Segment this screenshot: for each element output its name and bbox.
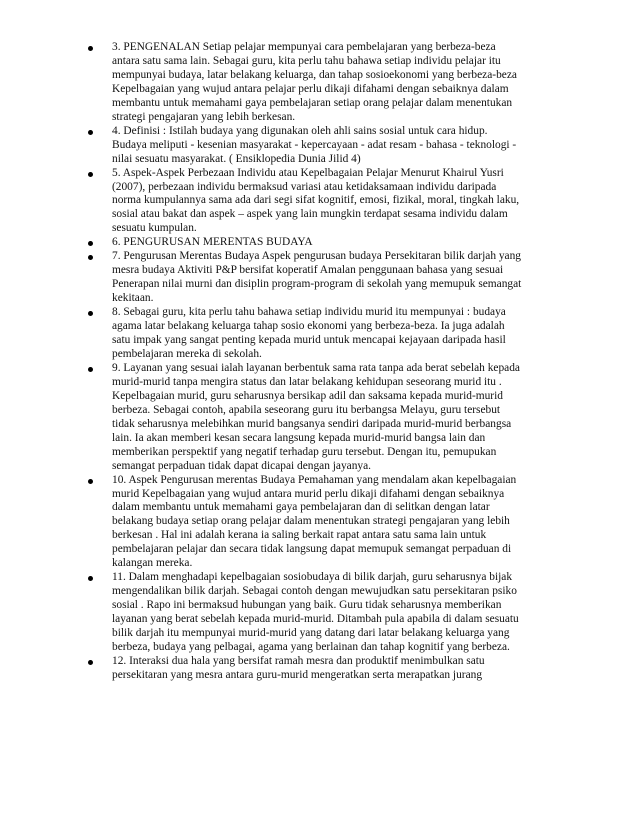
list-item-10 <box>82 474 566 572</box>
text-line: 8. Sebagai guru, kita perlu tahu bahawa setiap individu murid itu mempunyai : budaya <box>112 306 506 319</box>
list-item-9 <box>82 362 566 474</box>
text-line: 7. Pengurusan Merentas Budaya Aspek pengurusan budaya Persekitaran bilik darjah yang <box>112 250 522 263</box>
text-line: 10. Aspek Pengurusan merentas Budaya Pemahaman yang mendalam akan kepelbagaian <box>112 473 517 486</box>
text-line: 4. Definisi : Istilah budaya yang digunakan oleh ahli sains sosial untuk cara hidup. <box>112 124 488 137</box>
text-line: dalam membantu untuk memahami gaya pembelajaran dan di selitkan dengan latar <box>112 501 490 514</box>
text-line: lain. Ia akan memberi kesan secara langsung kepada murid-murid bangsa lain dan <box>112 431 486 444</box>
text-line: 6. PENGURUSAN MERENTAS BUDAYA <box>112 236 313 249</box>
text-line: persekitaran yang mesra antara guru-murid mengeratkan serta merapatkan jurang <box>112 668 483 681</box>
list-item-4 <box>82 125 566 167</box>
list-item-8 <box>82 306 566 362</box>
bullet-icon <box>88 660 93 665</box>
text-line: sosial atau bakat dan aspek – aspek yang lain mungkin terdapat sesama individu dalam <box>112 208 508 221</box>
list-item-7 <box>82 250 566 306</box>
list-item-3 <box>82 41 566 125</box>
bullet-icon <box>88 311 93 316</box>
text-line: sosial . Rapo ini bermaksud hubungan yang baik. Guru tidak seharusnya memberikan <box>112 599 502 612</box>
text-line: Budaya meliputi - kesenian masyarakat - kepercayaan - adat resam - bahasa - teknologi - <box>112 138 517 151</box>
text-line: nilai sesuatu masyarakat. ( Ensiklopedia Dunia Jilid 4) <box>112 152 361 165</box>
text-line: Kepelbagaian yang wujud antara pelajar perlu dikaji difahami dengan sebaiknya dalam <box>112 82 509 95</box>
text-line: 9. Layanan yang sesuai ialah layanan berbentuk sama rata tanpa ada berat sebelah kepada <box>112 361 520 374</box>
bullet-icon <box>88 255 93 260</box>
text-line: membantu untuk memahami gaya pembelajaran setiap orang pelajar dalam menentukan <box>112 96 513 109</box>
text-line: mengendalikan bilik darjah. Sebagai contoh dengan mewujudkan satu persekitaran psiko <box>112 585 517 598</box>
text-line: kekitaan. <box>112 292 154 305</box>
bullet-icon <box>88 241 93 246</box>
text-line: mesra budaya Aktiviti P&P bersifat koperatif Amalan penggunaan bahasa yang sesuai <box>112 264 504 277</box>
bullet-icon <box>88 576 93 581</box>
text-line: pembelajaran pelajar dan secara tidak langsung dapat memupuk semangat perpaduan di <box>112 543 512 556</box>
list-item-11 <box>82 571 566 655</box>
text-line: Kepelbagaian murid, guru seharusnya bersikap adil dan saksama kepada murid-murid <box>112 389 503 402</box>
text-line: bilik darjah itu mempunyai murid-murid yang datang dari latar belakang keluarga yang <box>112 627 510 640</box>
bullet-icon <box>88 46 93 51</box>
bullet-icon <box>88 130 93 135</box>
bullet-icon <box>88 479 93 484</box>
list-item-5 <box>82 167 566 237</box>
text-line: pembelajaran mereka di sekolah. <box>112 347 262 360</box>
text-line: antara satu sama lain. Sebagai guru, kita perlu tahu bahawa setiap individu pelajar itu <box>112 54 501 67</box>
text-line: mempunyai budaya, latar belakang keluarga, dan tahap sosioekonomi yang berbeza-beza <box>112 68 517 81</box>
text-line: layanan yang berat sebelah kepada murid-murid. Ditambah pula apabila di dalam sesuatu <box>112 613 519 626</box>
text-line: murid-murid tanpa mengira status dan latar belakang kehidupan seseorang murid itu . <box>112 375 502 388</box>
text-line: memberikan perspektif yang negatif terhadap guru tersebut. Dengan itu, pemupukan <box>112 445 497 458</box>
text-line: berbeza, budaya yang pelbagai, agama yang berlainan dan tahap kognitif yang berbeza. <box>112 640 510 653</box>
list-item-6 <box>82 236 566 250</box>
text-line: Penerapan nilai murni dan disiplin program-program di sekolah yang memupuk semangat <box>112 278 522 291</box>
bullet-icon <box>88 172 93 177</box>
text-line: berbeza. Sebagai contoh, apabila seseorang guru itu berbangsa Melayu, guru tersebut <box>112 403 501 416</box>
text-line: agama latar belakang keluarga tahap sosio ekonomi yang berbeza-beza. Ia juga adalah <box>112 320 505 333</box>
text-line: 3. PENGENALAN Setiap pelajar mempunyai cara pembelajaran yang berbeza-beza <box>112 41 496 53</box>
bullet-list <box>82 41 566 683</box>
bullet-icon <box>88 367 93 372</box>
text-line: murid Kepelbagaian yang wujud antara murid perlu dikaji difahami dengan sebaiknya <box>112 487 505 500</box>
text-line: semangat perpaduan tidak dapat dicapai dengan jayanya. <box>112 459 372 472</box>
text-line: strategi pengajaran yang lebih berkesan. <box>112 110 296 123</box>
text-line: tidak seharusnya melebihkan murid bangsanya sendiri daripada murid-murid berbangsa <box>112 417 512 430</box>
text-line: berkesan . Hal ini adalah kerana ia saling berkait rapat antara satu sama lain untuk <box>112 529 487 542</box>
text-line: (2007), perbezaan individu bermaksud variasi atau ketidaksamaan individu daripada <box>112 180 497 193</box>
text-line: 11. Dalam menghadapi kepelbagaian sosiobudaya di bilik darjah, guru seharusnya bijak <box>112 571 513 584</box>
list-item-12 <box>82 655 566 683</box>
text-line: norma kumpulannya sama ada dari segi sifat kognitif, emosi, fizikal, moral, tingkah laku, <box>112 194 520 207</box>
text-line: 5. Aspek-Aspek Perbezaan Individu atau Kepelbagaian Pelajar Menurut Khairul Yusri <box>112 166 504 179</box>
text-line: belakang budaya setiap orang pelajar dalam menentukan strategi pengajaran yang lebih <box>112 515 510 528</box>
text-line: satu impak yang sangat penting kepada murid untuk mencapai kejayaan daripada hasil <box>112 334 506 347</box>
text-line: kalangan mereka. <box>112 557 193 570</box>
text-line: sesuatu kumpulan. <box>112 222 197 235</box>
text-line: 12. Interaksi dua hala yang bersifat ramah mesra dan produktif menimbulkan satu <box>112 654 485 667</box>
